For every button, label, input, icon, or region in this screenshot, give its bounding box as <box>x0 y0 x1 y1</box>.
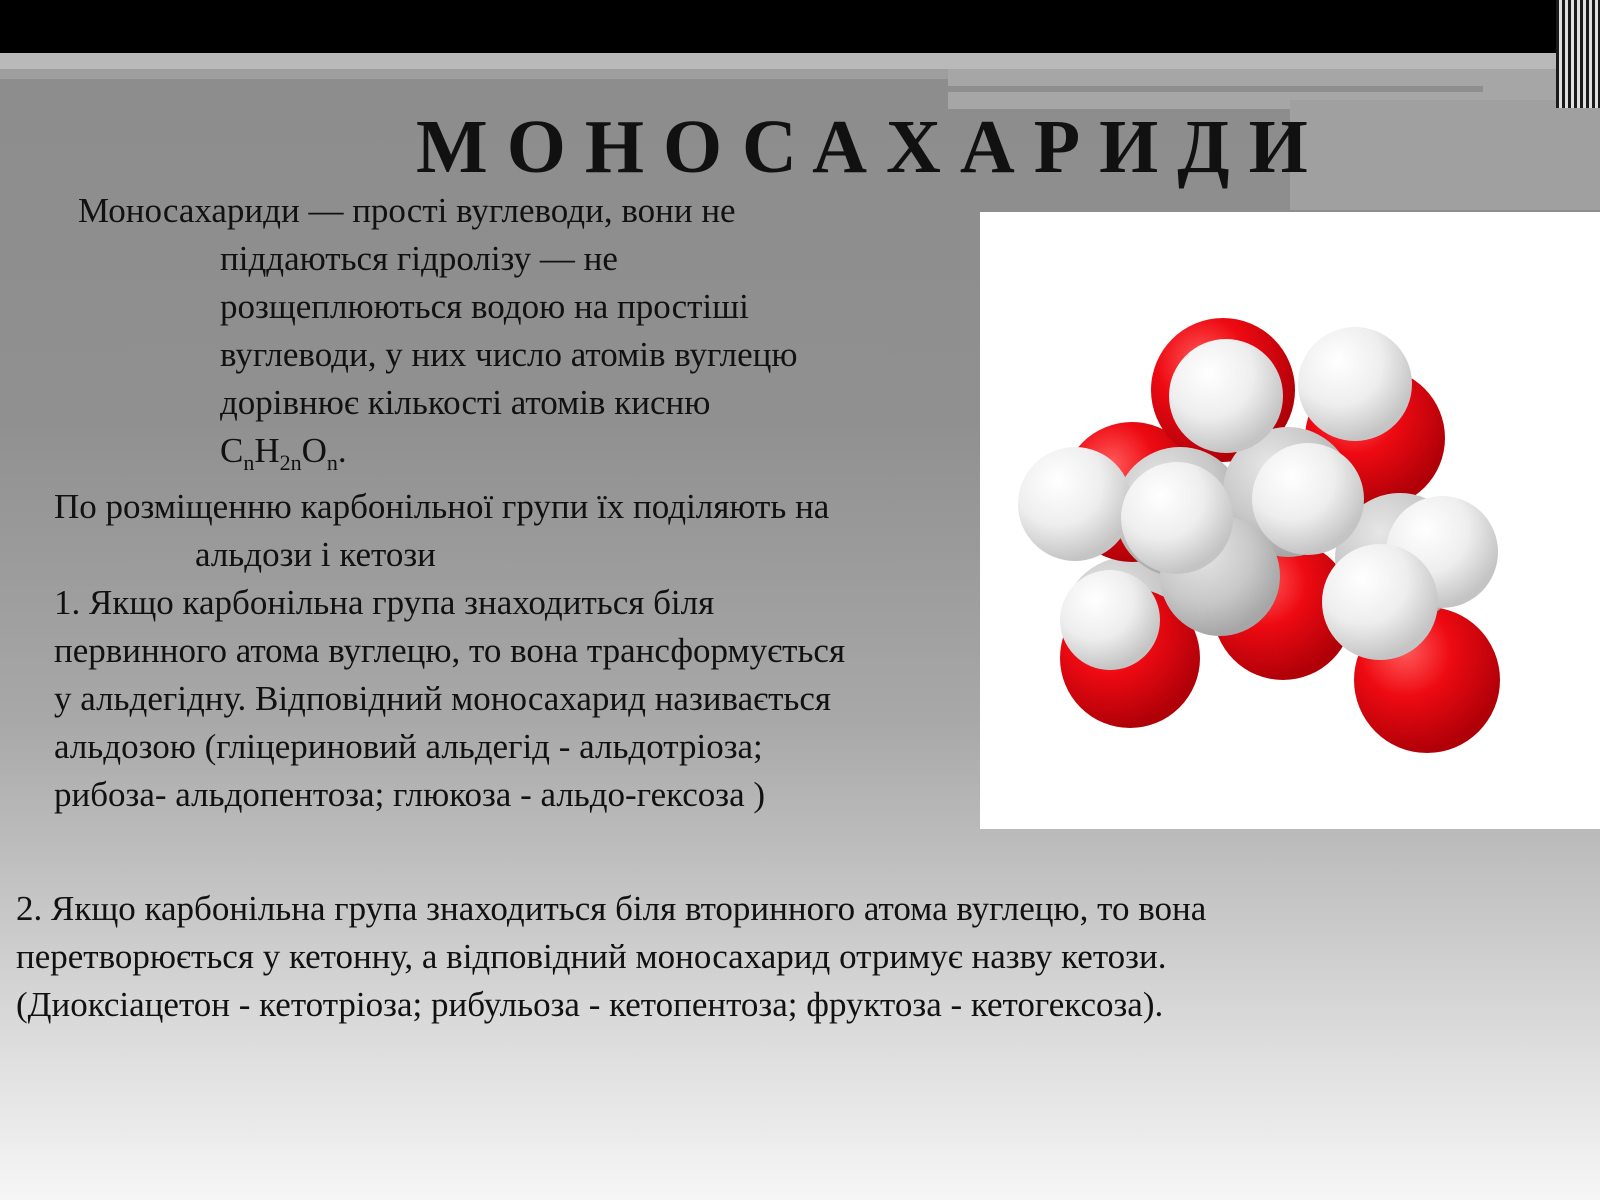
formula-c: C <box>220 431 244 470</box>
hydrogen-atom <box>1169 339 1283 453</box>
point1-line-2: первинного атома вуглецю, то вона трансформується <box>54 631 846 670</box>
top-black-bar <box>0 0 1600 53</box>
classification-line-1: По розміщенню карбонільної групи їх поділяють на <box>54 487 830 526</box>
glucose-molecule-model <box>980 212 1600 829</box>
hydrogen-atom <box>1060 570 1160 670</box>
decor-stripes <box>1556 0 1600 108</box>
point1-line-3: у альдегідну. Відповідний моносахарид називається <box>54 679 832 718</box>
formula-sub-2: 2n <box>279 450 302 475</box>
decor-band-light <box>0 53 1600 69</box>
point2-line-1: 2. Якщо карбонільна група знаходиться біля вторинного атома вуглецю, то вона <box>16 889 1207 928</box>
decor-band-mid <box>0 69 948 79</box>
intro-line-4: вуглеводи, у них число атомів вуглецю <box>220 335 798 374</box>
decor-band-line <box>948 86 1483 92</box>
hydrogen-atom <box>1322 544 1438 660</box>
hydrogen-atom <box>1121 462 1233 574</box>
intro-line-5: дорівнює кількості атомів кисню <box>220 383 711 422</box>
classification-line-2: альдози і кетози <box>195 535 436 574</box>
hydrogen-atom <box>1252 443 1364 555</box>
point1-line-4: альдозою (гліцериновий альдегід - альдотріоза; <box>54 727 763 766</box>
formula-end: . <box>337 431 347 470</box>
formula-sub-3: n <box>326 450 338 475</box>
intro-line-1: Моносахариди — прості вуглеводи, вони не <box>78 191 736 230</box>
point1-line-1: 1. Якщо карбонільна група знаходиться біля <box>54 583 715 622</box>
hydrogen-atom <box>1298 327 1412 441</box>
slide-title: МОНОСАХАРИДИ <box>416 105 1327 189</box>
intro-line-2: піддаються гідролізу — не <box>220 239 618 278</box>
hydrogen-atom <box>1018 447 1132 561</box>
formula-sub-1: n <box>243 450 255 475</box>
formula-o: O <box>301 431 327 470</box>
molecular-formula <box>220 427 347 475</box>
intro-line-3: розщеплюються водою на простіші <box>220 287 749 326</box>
point2-line-2: перетворюється у кетонну, а відповідний моносахарид отримує назву кетози. <box>16 937 1167 976</box>
molecule-image-panel <box>980 212 1600 829</box>
point2-line-3: (Диоксіацетон - кетотріоза; рибульоза - кетопентоза; фруктоза - кетогексоза). <box>16 985 1164 1024</box>
point1-line-5: рибоза- альдопентоза; глюкоза - альдо-гексоза ) <box>54 775 766 814</box>
formula-h: H <box>254 431 280 470</box>
